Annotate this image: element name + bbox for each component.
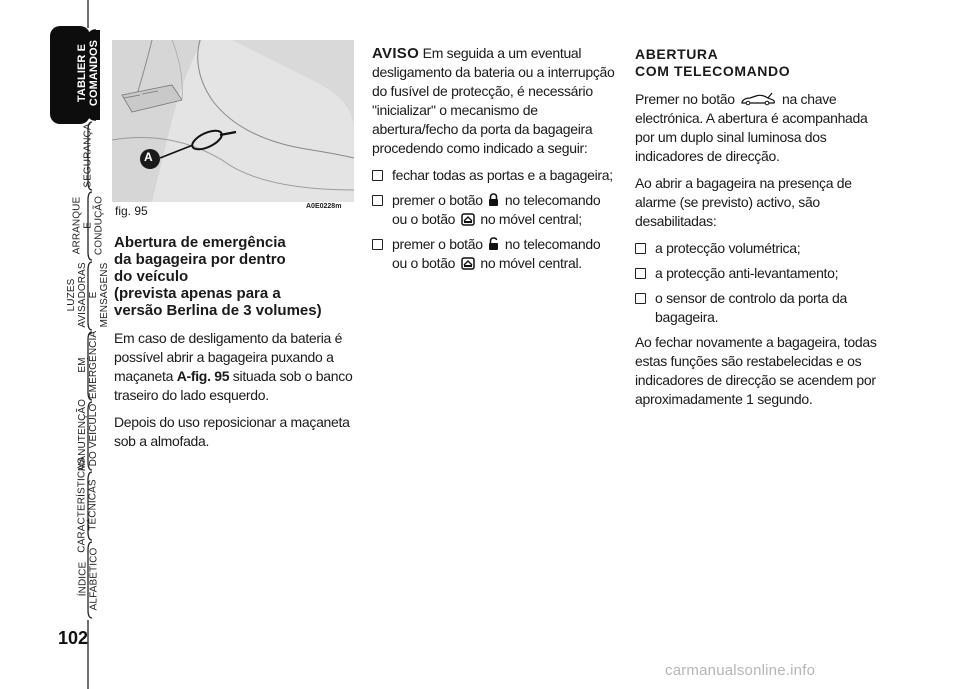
padlock-closed-icon xyxy=(488,193,499,207)
column-1 xyxy=(114,234,354,459)
figure-95 xyxy=(112,40,354,202)
paragraph-remote: Premer no botão na chave electrónica. A abertura é acompanhada por um duplo sinal luminosa dos indicadores de direcção. xyxy=(635,91,868,164)
tab-seguranca[interactable]: SEGURANÇA xyxy=(82,122,94,188)
figure-code: A0E0228m xyxy=(306,203,342,210)
list-item: premer o botão no telecomando ou o botão no móvel central. xyxy=(372,235,616,273)
figure-reference: A-fig. 95 xyxy=(176,368,230,384)
paragraph-reposition: Depois do uso reposicionar a maçaneta sob a almofada. xyxy=(114,414,350,449)
aviso-label: AVISO xyxy=(372,45,420,62)
marker-a: A xyxy=(144,150,153,164)
list-item: fechar todas as portas e a bagageira; xyxy=(372,166,616,185)
emergency-opening-heading: Abertura de emergência da bagageira por dentro do veículo (prevista apenas para a versão Berlina de 3 volumes) xyxy=(114,234,322,319)
tab-tablier-comandos[interactable]: TABLIER E COMANDOS xyxy=(75,39,100,107)
seat-illustration xyxy=(112,40,354,202)
tab-indice[interactable]: ÍNDICE ALFABÉTICO xyxy=(77,547,99,611)
list-item: a protecção volumétrica; xyxy=(635,239,879,258)
tab-luzes-avisadoras[interactable]: LUZES AVISADORAS E MENSAGENS xyxy=(66,262,110,328)
trunk-open-icon xyxy=(740,92,776,106)
tab-arranque-conducao[interactable]: ARRANQUE E CONDUÇÃO xyxy=(71,195,105,255)
central-unlock-icon xyxy=(461,257,475,270)
tab-manutencao[interactable]: MANUTENÇÃO DO VEÍCULO xyxy=(77,398,99,472)
column-2 xyxy=(372,44,616,279)
paragraph-closing: Ao fechar novamente a bagageira, todas estas funções são restabelecidas e os indicadores de direcção se acendem por aproximadamente 1 segundo. xyxy=(635,334,877,407)
section-tabs xyxy=(0,0,110,689)
tab-caracteristicas[interactable]: CARACTERÍSTICAS TÉCNICAS xyxy=(77,457,99,553)
list-item: o sensor de controlo da porta da bagageira. xyxy=(635,289,879,327)
figure-caption: fig. 95 xyxy=(115,204,148,218)
page-number: 102 xyxy=(58,628,89,648)
list-item: premer o botão no telecomando ou o botão no móvel central; xyxy=(372,191,616,229)
paragraph-alarm: Ao abrir a bagageira na presença de alarme (se previsto) activo, são desabilitadas: xyxy=(635,175,852,229)
watermark: carmanualsonline.info xyxy=(665,662,816,679)
disabled-functions-list xyxy=(635,239,879,327)
padlock-open-icon xyxy=(488,237,499,251)
central-lock-icon xyxy=(461,213,475,226)
column-3 xyxy=(635,46,879,417)
list-item: a protecção anti-levantamento; xyxy=(635,264,879,283)
paragraph-battery: Em caso de desligamento da bateria é possível abrir a bagageira puxando a maçaneta A-fig. 95 situada sob o banco traseiro do lado esquerdo. xyxy=(114,330,353,403)
procedure-list xyxy=(372,166,616,273)
remote-opening-heading: ABERTURA COM TELECOMANDO xyxy=(635,46,791,79)
aviso-paragraph: AVISO Em seguida a um eventual desligamento da bateria ou a interrupção do fusível de protecção, é necessário "inicializar" o mecanismo de abertura/fecho da porta da bagageira procedendo como indicado a seguir: xyxy=(372,45,615,156)
tab-em-emergencia[interactable]: EM EMERGÊNCIA xyxy=(77,330,99,400)
